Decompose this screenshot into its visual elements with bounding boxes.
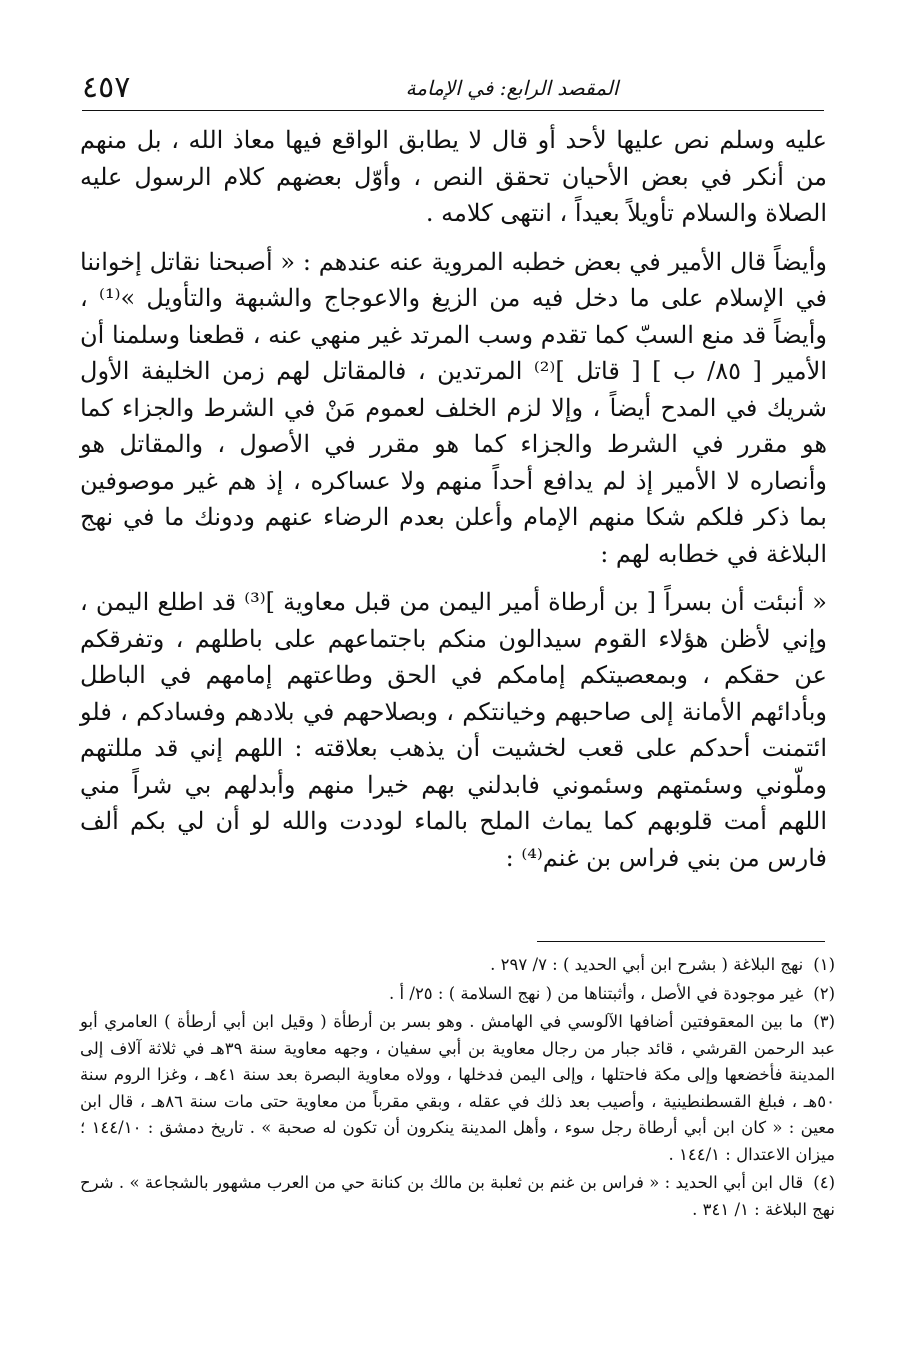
footnote xyxy=(80,1009,835,1168)
paragraph: وأيضاً قال الأمير في بعض خطبه المروية عنه عندهم : « أصبحنا نقاتل إخواننا في الإسلام على ما دخل فيه من الزيغ والاعوجاج والشبهة والتأويل »⁽¹⁾ ، وأيضاً قد منع السبّ كما تقدم وسب المرتد غير منهي عنه ، قطعنا وسلمنا أن الأمير [ ٨٥/ ب ] [ قاتل ]⁽²⁾ المرتدين ، فالمقاتل لهم زمن الخليفة الأول شريك في المدح أيضاً ، وإلا لزم الخلف لعموم مَنْ في الشرط والجزاء كما هو مقرر في الشرط والجزاء كما هو مقرر في الأصول ، والمقاتل هو وأنصاره لا الأمير إذ لم يدافع أحداً منهم ولا عساكره ، إذ هم غير موصوفين بما ذكر فلكم شكا منهم الإمام وأعلن بعدم الرضاء عنهم ودونك ما في نهج البلاغة في خطابه لهم : xyxy=(80,247,828,568)
page-header xyxy=(82,66,824,111)
page-number: ٤٥٧ xyxy=(82,70,131,105)
footnotes xyxy=(80,952,835,1225)
footnote-text: قال ابن أبي الحديد : « فراس بن غنم بن ثعلبة بن مالك بن كنانة حي من العرب مشهور بالشجاعة » . شرح نهج البلاغة : ١/ ٣٤١ . xyxy=(80,1173,835,1219)
running-title: المقصد الرابع: في الإمامة xyxy=(405,76,619,100)
main-text xyxy=(80,122,827,876)
footnote-divider xyxy=(537,941,825,942)
footnote-text: ما بين المعقوفتين أضافها الآلوسي في الهامش . وهو بسر بن أرطأة ( وقيل ابن أبي أرطأة ) العامري أبو عبد الرحمن القرشي ، قائد جبار من رجال معاوية بن أبي سفيان ، وجهه معاوية سنة ٣٩هـ في ثلاثة آلاف إلى المدينة فأخضعها وإلى مكة فاحتلها ، وإلى اليمن فدخلها ، وولاه معاوية البصرة بعد سنة ٤١هـ ، وغزا الروم سنة ٥٠هـ ، فبلغ القسطنطينية ، وأصيب بعد ذلك في عقله ، وبقي مقرباً من معاوية حتى مات سنة ٨٦هـ ، قال ابن معين : « كان ابن أبي أرطاة رجل سوء ، وأهل المدينة ينكرون أن تكون له صحبة » . تاريخ دمشق : ١٤٤/١٠ ؛ ميزان الاعتدال : ١٤٤/١ . xyxy=(80,1012,835,1164)
footnote xyxy=(80,952,835,979)
paragraph: « أنبئت أن بسراً [ بن أرطاة أمير اليمن من قبل معاوية ]⁽³⁾ قد اطلع اليمن ، وإني لأظن هؤلاء القوم سيدالون منكم باجتماعهم على باطلهم ، وتفرقكم عن حقكم ، وبمعصيتكم إمامكم في الحق وطاعتهم إمامهم في الباطل وبأدائهم الأمانة إلى صاحبهم وخيانتكم ، وبصلاحهم في بلادهم وفسادكم ، فلو ائتمنت أحدكم على قعب لخشيت أن يذهب بعلاقته : اللهم إني قد مللتهم وملّوني وسئمتهم وسئموني فابدلني بهم خيرا منهم وأبدلهم بي شراً مني اللهم أمت قلوبهم كما يماث الملح بالماء لوددت والله لو أن لي بكم ألف فارس من بني فراس بن غنم⁽⁴⁾ : xyxy=(80,588,827,872)
footnote-text: نهج البلاغة ( بشرح ابن أبي الحديد ) : ٧/ ٢٩٧ . xyxy=(490,955,804,974)
footnote-number: (٤) xyxy=(813,1173,835,1192)
footnote-text: غير موجودة في الأصل ، وأثبتناها من ( نهج السلامة ) : ٢٥/ أ . xyxy=(389,983,804,1003)
footnote-number: (١) xyxy=(813,955,835,974)
paragraph: عليه وسلم نص عليها لأحد أو قال لا يطابق الواقع فيها معاذ الله ، بل منهم من أنكر في بعض الأحيان تحقق النص ، وأوّل بعضهم كلام الرسول عليه الصلاة والسلام تأويلاً بعيداً ، انتهى كلامه . xyxy=(80,126,827,227)
footnote xyxy=(80,981,835,1008)
footnote xyxy=(80,1170,835,1223)
footnote-number: (٢) xyxy=(813,983,835,1003)
footnote-number: (٣) xyxy=(813,1012,835,1031)
